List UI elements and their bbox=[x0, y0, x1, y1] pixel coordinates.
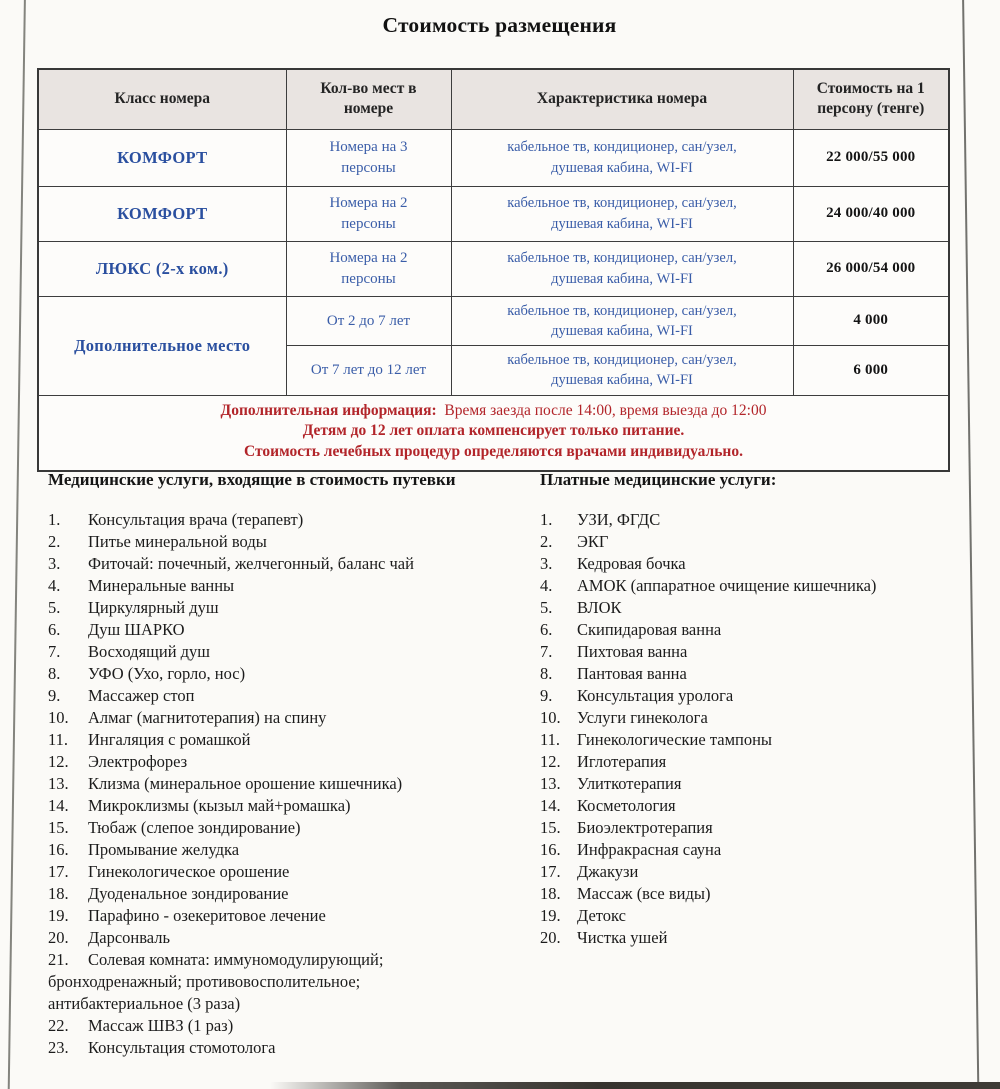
room-class-cell: КОМФОРТ bbox=[38, 129, 286, 186]
list-item bbox=[540, 927, 980, 949]
list-item-text: Пантовая ванна bbox=[577, 664, 687, 683]
list-item bbox=[48, 663, 552, 685]
list-item bbox=[48, 927, 552, 949]
list-item-number: 5. bbox=[540, 598, 553, 617]
list-item bbox=[48, 883, 552, 905]
list-item-text: Минеральные ванны bbox=[88, 576, 235, 595]
list-item-text: Микроклизмы (кызыл май+ромашка) bbox=[88, 796, 351, 815]
list-item bbox=[48, 795, 552, 817]
list-item bbox=[48, 641, 552, 663]
list-item bbox=[540, 531, 980, 553]
list-item bbox=[540, 729, 980, 751]
list-item-text: Иглотерапия bbox=[577, 752, 667, 771]
list-item-number: 19. bbox=[540, 906, 561, 925]
list-item bbox=[48, 597, 552, 619]
list-item-text: Дуоденальное зондирование bbox=[88, 884, 289, 903]
list-item-number: 5. bbox=[48, 598, 61, 617]
list-item-number: 7. bbox=[48, 642, 61, 661]
list-item bbox=[540, 619, 980, 641]
list-item bbox=[540, 597, 980, 619]
list-item-text: УФО (Ухо, горло, нос) bbox=[88, 664, 246, 683]
paid-services-list bbox=[540, 509, 980, 949]
list-item-text: УЗИ, ФГДС bbox=[577, 510, 661, 529]
list-item bbox=[540, 553, 980, 575]
list-item bbox=[540, 795, 980, 817]
list-item-number: 10. bbox=[48, 708, 69, 727]
list-item bbox=[48, 685, 552, 707]
list-item-number: 9. bbox=[48, 686, 61, 705]
list-item-text: Косметология bbox=[577, 796, 676, 815]
header-price: Стоимость на 1 персону (тенге) bbox=[793, 69, 949, 129]
price-cell: 6 000 bbox=[793, 346, 949, 396]
price-cell: 4 000 bbox=[793, 296, 949, 346]
list-item bbox=[540, 707, 980, 729]
list-item bbox=[540, 663, 980, 685]
list-item-number: 13. bbox=[540, 774, 561, 793]
list-item-number: 17. bbox=[540, 862, 561, 881]
list-item-continuation: бронходренажный; противовосполительное; bbox=[48, 972, 361, 991]
list-item-number: 21. bbox=[48, 950, 69, 969]
header-room-class: Класс номера bbox=[38, 69, 286, 129]
note-line-3: Стоимость лечебных процедур определяются врачами индивидуально. bbox=[244, 442, 743, 460]
list-item-number: 16. bbox=[48, 840, 69, 859]
list-item bbox=[48, 729, 552, 751]
room-class-cell: ЛЮКС (2-х ком.) bbox=[38, 241, 286, 296]
list-item-number: 22. bbox=[48, 1016, 69, 1035]
list-item-text: ВЛОК bbox=[577, 598, 622, 617]
list-item-number: 18. bbox=[540, 884, 561, 903]
list-item-text: Улиткотерапия bbox=[577, 774, 682, 793]
list-item bbox=[540, 751, 980, 773]
list-item bbox=[540, 817, 980, 839]
list-item bbox=[48, 905, 552, 927]
list-item-text: Тюбаж (слепое зондирование) bbox=[88, 818, 301, 837]
list-item bbox=[48, 531, 552, 553]
scan-shadow-bottom bbox=[270, 1082, 1000, 1089]
list-item-text: Дарсонваль bbox=[88, 928, 171, 947]
header-capacity: Кол-во мест в номере bbox=[286, 69, 451, 129]
list-item bbox=[48, 773, 552, 795]
list-item-number: 17. bbox=[48, 862, 69, 881]
list-item-number: 14. bbox=[48, 796, 69, 815]
list-item-number: 4. bbox=[540, 576, 553, 595]
list-item-number: 19. bbox=[48, 906, 69, 925]
list-item bbox=[48, 949, 552, 971]
included-services-heading: Медицинские услуги, входящие в стоимость путевки bbox=[48, 470, 456, 489]
included-services-list bbox=[48, 509, 552, 1059]
list-item bbox=[540, 575, 980, 597]
list-item bbox=[48, 861, 552, 883]
price-cell: 22 000/55 000 bbox=[793, 129, 949, 186]
paid-services-heading: Платные медицинские услуги: bbox=[540, 470, 777, 489]
list-item-text: Парафино - озекеритовое лечение bbox=[88, 906, 326, 925]
list-item bbox=[540, 861, 980, 883]
list-item-text: Солевая комната: иммуномодулирующий; bbox=[88, 950, 384, 969]
list-item bbox=[540, 641, 980, 663]
list-item-text: Циркулярный душ bbox=[88, 598, 219, 617]
list-item-number: 3. bbox=[540, 554, 553, 573]
list-item-number: 23. bbox=[48, 1038, 69, 1057]
list-item-text: Консультация врача (терапевт) bbox=[88, 510, 304, 529]
list-item-text: АМОК (аппаратное очищение кишечника) bbox=[577, 576, 877, 595]
list-item-text: Фиточай: почечный, желчегонный, баланс чай bbox=[88, 554, 414, 573]
features-cell: кабельное тв, кондиционер, сан/узел, душевая кабина, WI-FI bbox=[451, 296, 793, 346]
list-item-text: Массаж (все виды) bbox=[577, 884, 711, 903]
list-item-text: Кедровая бочка bbox=[577, 554, 686, 573]
room-class-cell-merged: Дополнительное место bbox=[38, 296, 286, 395]
list-item-number: 10. bbox=[540, 708, 561, 727]
list-item bbox=[540, 905, 980, 927]
additional-info-cell bbox=[38, 395, 949, 470]
features-cell: кабельное тв, кондиционер, сан/узел, душевая кабина, WI-FI bbox=[451, 346, 793, 396]
list-item-number: 2. bbox=[48, 532, 61, 551]
list-item-number: 20. bbox=[48, 928, 69, 947]
scan-page-edge-left bbox=[8, 0, 26, 1089]
list-item-number: 15. bbox=[48, 818, 69, 837]
list-item-text: Электрофорез bbox=[88, 752, 188, 771]
list-item bbox=[48, 839, 552, 861]
list-item-continuation: антибактериальное (3 раза) bbox=[48, 994, 241, 1013]
list-item bbox=[48, 619, 552, 641]
list-item-text: Массажер стоп bbox=[88, 686, 195, 705]
list-item-text: Джакузи bbox=[577, 862, 639, 881]
list-item-number: 2. bbox=[540, 532, 553, 551]
capacity-cell: От 2 до 7 лет bbox=[286, 296, 451, 346]
page-title: Стоимость размещения bbox=[382, 13, 617, 37]
list-item-text: Душ ШАРКО bbox=[88, 620, 185, 639]
list-item-text: Скипидаровая ванна bbox=[577, 620, 722, 639]
list-item-number: 1. bbox=[48, 510, 61, 529]
list-item bbox=[540, 509, 980, 531]
note-label: Дополнительная информация: bbox=[220, 401, 437, 419]
list-item-number: 12. bbox=[540, 752, 561, 771]
list-item bbox=[540, 773, 980, 795]
table-header-row bbox=[38, 69, 949, 129]
list-item-text: Детокс bbox=[577, 906, 626, 925]
list-item-number: 7. bbox=[540, 642, 553, 661]
list-item bbox=[48, 1037, 552, 1059]
list-item-text: Чистка ушей bbox=[577, 928, 668, 947]
price-cell: 26 000/54 000 bbox=[793, 241, 949, 296]
list-item-number: 11. bbox=[48, 730, 69, 749]
list-item-number: 16. bbox=[540, 840, 561, 859]
list-item-text: Инфракрасная сауна bbox=[577, 840, 722, 859]
pricing-table bbox=[37, 68, 950, 472]
list-item-text: Массаж ШВЗ (1 раз) bbox=[88, 1016, 234, 1035]
list-item bbox=[48, 1015, 552, 1037]
note-text: Время заезда после 14:00, время выезда до 12:00 bbox=[444, 401, 767, 419]
list-item-number: 9. bbox=[540, 686, 553, 705]
list-item-text: Консультация уролога bbox=[577, 686, 734, 705]
table-row bbox=[38, 129, 949, 186]
capacity-cell: Номера на 2 персоны bbox=[286, 186, 451, 241]
list-item bbox=[540, 839, 980, 861]
list-item bbox=[48, 553, 552, 575]
list-item-number: 14. bbox=[540, 796, 561, 815]
list-item-number: 11. bbox=[540, 730, 561, 749]
list-item bbox=[48, 817, 552, 839]
list-item-number: 6. bbox=[540, 620, 553, 639]
list-item-text: Гинекологические тампоны bbox=[577, 730, 773, 749]
list-item-number: 18. bbox=[48, 884, 69, 903]
capacity-cell: Номера на 3 персоны bbox=[286, 129, 451, 186]
list-item-number: 13. bbox=[48, 774, 69, 793]
list-item bbox=[48, 575, 552, 597]
list-item-text: Алмаг (магнитотерапия) на спину bbox=[88, 708, 327, 727]
list-item-text: Биоэлектротерапия bbox=[577, 818, 713, 837]
list-item-number: 6. bbox=[48, 620, 61, 639]
list-item-text: Услуги гинеколога bbox=[577, 708, 708, 727]
table-note-row bbox=[38, 395, 949, 470]
list-item-number: 12. bbox=[48, 752, 69, 771]
list-item-number: 1. bbox=[540, 510, 553, 529]
list-item-text: Восходящий душ bbox=[88, 642, 210, 661]
list-item-number: 4. bbox=[48, 576, 61, 595]
capacity-cell: Номера на 2 персоны bbox=[286, 241, 451, 296]
list-item bbox=[540, 685, 980, 707]
list-item-text: Консультация стомотолога bbox=[88, 1038, 276, 1057]
list-item-text: Питье минеральной воды bbox=[88, 532, 267, 551]
list-item-number: 8. bbox=[48, 664, 61, 683]
list-item-number: 20. bbox=[540, 928, 561, 947]
features-cell: кабельное тв, кондиционер, сан/узел, душевая кабина, WI-FI bbox=[451, 241, 793, 296]
capacity-cell: От 7 лет до 12 лет bbox=[286, 346, 451, 396]
list-item-text: Ингаляция с ромашкой bbox=[88, 730, 251, 749]
list-item-text: Пихтовая ванна bbox=[577, 642, 688, 661]
list-item bbox=[48, 707, 552, 729]
list-item-text: ЭКГ bbox=[577, 532, 609, 551]
list-item-number: 15. bbox=[540, 818, 561, 837]
list-item-text: Клизма (минеральное орошение кишечника) bbox=[88, 774, 403, 793]
features-cell: кабельное тв, кондиционер, сан/узел, душевая кабина, WI-FI bbox=[451, 186, 793, 241]
list-item-text: Промывание желудка bbox=[88, 840, 240, 859]
features-cell: кабельное тв, кондиционер, сан/узел, душевая кабина, WI-FI bbox=[451, 129, 793, 186]
note-line-1 bbox=[45, 401, 942, 422]
list-item-number: 3. bbox=[48, 554, 61, 573]
table-row bbox=[38, 186, 949, 241]
list-item bbox=[48, 509, 552, 531]
list-item bbox=[540, 883, 980, 905]
price-cell: 24 000/40 000 bbox=[793, 186, 949, 241]
table-row bbox=[38, 241, 949, 296]
list-item bbox=[48, 751, 552, 773]
note-line-2: Детям до 12 лет оплата компенсирует только питание. bbox=[302, 422, 685, 440]
table-row bbox=[38, 296, 949, 346]
list-item-number: 8. bbox=[540, 664, 553, 683]
list-item-text: Гинекологическое орошение bbox=[88, 862, 290, 881]
header-features: Характеристика номера bbox=[451, 69, 793, 129]
room-class-cell: КОМФОРТ bbox=[38, 186, 286, 241]
